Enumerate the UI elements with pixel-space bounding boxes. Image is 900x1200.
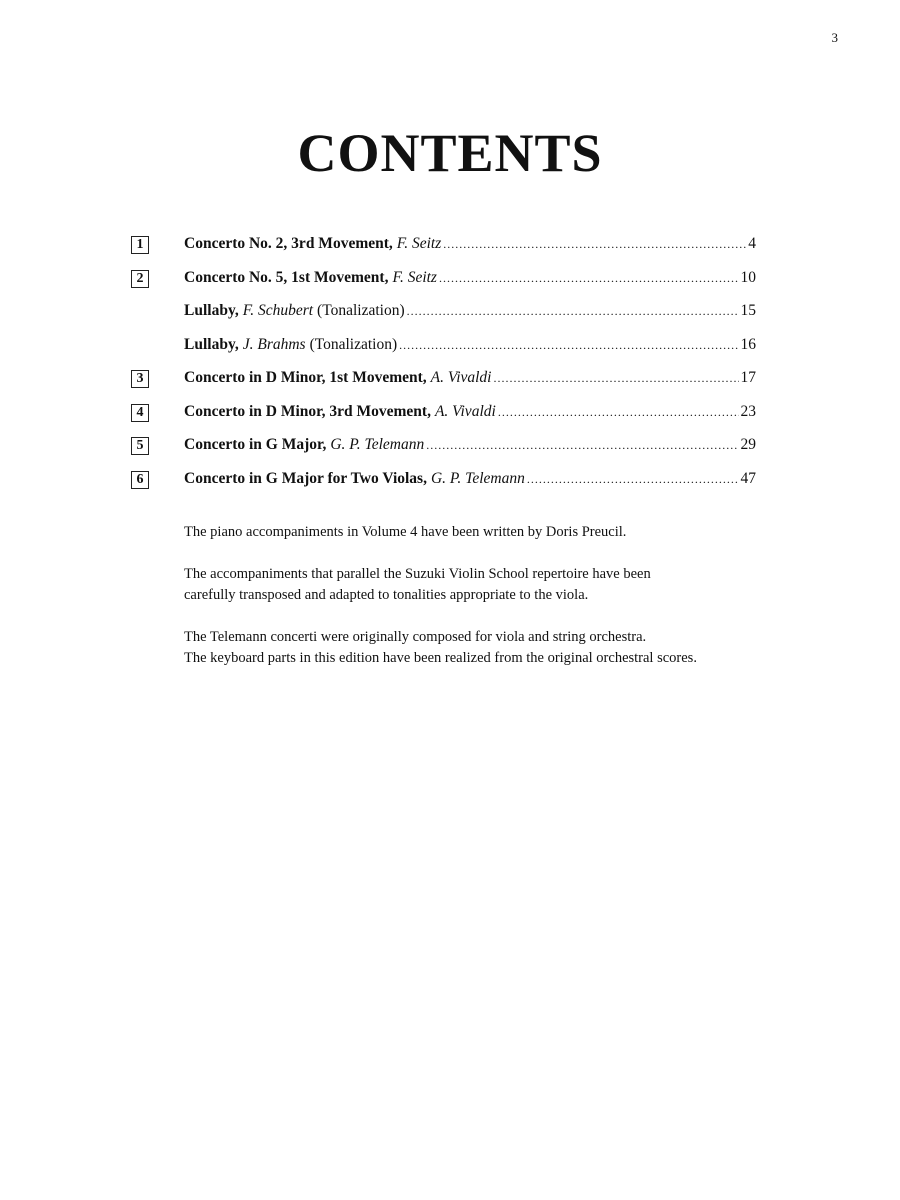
note-paragraph [184, 627, 784, 669]
composer-name: J. Brahms [242, 335, 306, 353]
page-ref: 10 [740, 268, 756, 286]
composer-name: A. Vivaldi [430, 369, 492, 386]
work-title: Concerto in D Minor, 3rd Movement, [184, 402, 431, 420]
page-ref: 47 [740, 469, 756, 487]
work-title: Concerto No. 5, 1st Movement, [184, 268, 389, 286]
note-line: The Telemann concerti were originally composed for viola and string orchestra. [184, 629, 647, 645]
toc-row[interactable] [131, 367, 756, 401]
dot-leader [407, 304, 739, 319]
composer-name: G. P. Telemann [430, 469, 525, 487]
note-paragraph [184, 564, 784, 606]
composer-name: A. Vivaldi [434, 402, 496, 420]
dot-leader [527, 472, 739, 487]
table-of-contents [131, 233, 756, 501]
page-ref: 15 [740, 302, 756, 319]
toc-entry [184, 336, 756, 354]
composer-name: G. P. Telemann [330, 436, 425, 453]
work-title: Concerto in G Major, [184, 436, 327, 453]
note-line: The accompaniments that parallel the Suzuki Violin School repertoire have been [184, 566, 651, 582]
page-ref: 16 [740, 335, 756, 353]
piece-number-box: 1 [131, 236, 149, 254]
dot-leader [443, 237, 746, 252]
page-number: 3 [831, 30, 838, 45]
toc-row[interactable] [131, 434, 756, 468]
page-ref: 4 [748, 235, 756, 252]
piece-number-box: 6 [131, 471, 149, 489]
toc-entry [184, 436, 756, 454]
work-title: Concerto in D Minor, 1st Movement, [184, 369, 427, 386]
note-line: The keyboard parts in this edition have been realized from the original orchestral scores. [184, 650, 697, 666]
edition-notes [184, 522, 784, 690]
note-paragraph [184, 522, 784, 543]
toc-row[interactable] [131, 401, 756, 435]
toc-row[interactable] [131, 300, 756, 334]
note-line: The piano accompaniments in Volume 4 have been written by Doris Preucil. [184, 524, 627, 540]
toc-entry [184, 235, 756, 253]
toc-row[interactable] [131, 233, 756, 267]
dot-leader [494, 371, 739, 386]
piece-number-box: 4 [131, 404, 149, 422]
toc-entry [184, 269, 756, 287]
page-title: CONTENTS [297, 123, 603, 183]
dot-leader [426, 438, 738, 453]
dot-leader [439, 271, 739, 286]
toc-row[interactable] [131, 468, 756, 502]
page-ref: 29 [740, 436, 756, 453]
toc-entry [184, 470, 756, 488]
composer-name: F. Seitz [392, 268, 437, 286]
composer-name: F. Seitz [396, 235, 442, 252]
toc-entry [184, 369, 756, 387]
dot-leader [399, 338, 738, 353]
toc-row[interactable] [131, 267, 756, 301]
work-note: (Tonalization) [317, 302, 405, 319]
toc-row[interactable] [131, 334, 756, 368]
toc-entry [184, 403, 756, 421]
toc-entry [184, 302, 756, 320]
dot-leader [498, 405, 739, 420]
page-ref: 23 [740, 402, 756, 420]
note-line: carefully transposed and adapted to tonalities appropriate to the viola. [184, 587, 589, 603]
work-title: Concerto No. 2, 3rd Movement, [184, 235, 393, 252]
piece-number-box: 5 [131, 437, 149, 455]
piece-number-box: 3 [131, 370, 149, 388]
work-title: Lullaby, [184, 302, 239, 319]
composer-name: F. Schubert [242, 302, 314, 319]
piece-number-box: 2 [131, 270, 149, 288]
page-ref: 17 [740, 369, 756, 386]
work-title: Concerto in G Major for Two Violas, [184, 469, 427, 487]
work-note: (Tonalization) [309, 335, 398, 353]
work-title: Lullaby, [184, 335, 239, 353]
